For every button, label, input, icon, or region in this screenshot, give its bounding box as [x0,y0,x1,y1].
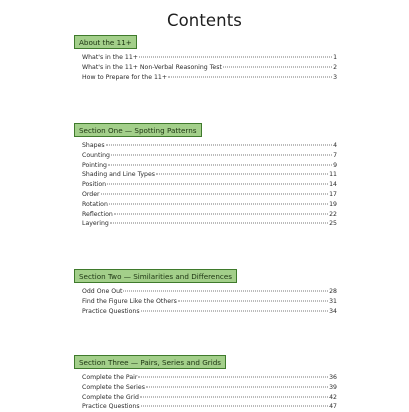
toc-entry[interactable] [82,307,337,317]
dot-leader [168,76,332,77]
toc-entry[interactable] [82,210,337,220]
dot-leader [223,66,332,67]
entry-title: How to Prepare for the 11+ [82,73,168,81]
dot-leader [111,154,332,155]
dot-leader [110,223,328,224]
entry-title: Pointing [82,161,107,169]
entry-page-number: 19 [329,200,337,208]
section-two [74,264,337,316]
entry-title: Practice Questions [82,403,140,411]
entry-title: Complete the Grid [82,393,139,401]
toc-entry[interactable] [82,190,337,200]
entry-title: Practice Questions [82,307,140,315]
entry-page-number: 3 [333,73,337,81]
section-one [74,118,337,229]
section-heading: Section One — Spotting Patterns [74,123,202,137]
entry-title: Position [82,181,107,189]
dot-leader [101,193,329,194]
entry-page-number: 22 [329,210,337,218]
entry-page-number: 28 [329,288,337,295]
entry-page-number: 14 [329,181,337,189]
entry-page-number: 17 [329,190,337,198]
entry-title: Complete the Series [82,383,145,391]
entry-page-number: 25 [329,220,337,228]
entry-page-number: 2 [333,63,337,71]
entry-page-number: 7 [333,151,337,159]
section-heading: Section Three — Pairs, Series and Grids [74,355,226,369]
entry-title: Rotation [82,200,108,208]
toc-entry[interactable] [82,73,337,83]
entry-page-number: 4 [333,142,337,149]
entry-list [82,287,337,316]
section-heading: Section Two — Similarities and Differences [74,269,237,283]
dot-leader [114,213,328,214]
toc-entry[interactable] [82,393,337,403]
entry-title: Order [82,190,100,198]
entry-page-number: 9 [333,161,337,169]
toc-entry[interactable] [82,170,337,180]
entry-page-number: 39 [329,383,337,391]
dot-leader [141,310,329,311]
toc-entry[interactable] [82,200,337,210]
dot-leader [139,57,332,58]
entry-list [82,141,337,229]
dot-leader [146,386,328,387]
entry-title: Reflection [82,210,113,218]
dot-leader [106,145,332,146]
dot-leader [138,377,328,378]
dot-leader [123,291,328,292]
toc-entry[interactable] [82,53,337,63]
entry-page-number: 47 [329,403,337,411]
entry-title: What's in the 11+ Non-Verbal Reasoning Test [82,63,222,71]
section-heading: About the 11+ [74,35,137,49]
page-title: Contents [166,11,243,31]
toc-entry[interactable] [82,63,337,73]
section-three [74,350,337,412]
toc-entry[interactable] [82,373,337,383]
entry-list [82,373,337,412]
dot-leader [141,406,329,407]
entry-page-number: 36 [329,374,337,381]
entry-title: Counting [82,151,110,159]
entry-title: Odd One Out [82,288,123,295]
dot-leader [108,164,332,165]
dot-leader [140,396,328,397]
entry-page-number: 1 [333,54,337,61]
entry-page-number: 31 [329,297,337,305]
entry-page-number: 34 [329,307,337,315]
toc-entry[interactable] [82,219,337,229]
dot-leader [156,174,328,175]
entry-title: Shapes [82,142,105,149]
toc-entry[interactable] [82,402,337,412]
entry-title: Find the Figure Like the Others [82,297,177,305]
entry-page-number: 11 [329,171,337,179]
entry-page-number: 42 [329,393,337,401]
toc-entry[interactable] [82,161,337,171]
dot-leader [178,300,328,301]
dot-leader [107,184,328,185]
toc-entry[interactable] [82,287,337,297]
toc-entry[interactable] [82,151,337,161]
toc-entry[interactable] [82,383,337,393]
section-about [74,30,337,82]
dot-leader [109,203,328,204]
toc-entry[interactable] [82,297,337,307]
entry-title: Shading and Line Types [82,171,156,179]
toc-entry[interactable] [82,180,337,190]
entry-title: What's in the 11+ [82,54,138,61]
toc-entry[interactable] [82,141,337,151]
entry-title: Layering [82,220,109,228]
entry-title: Complete the Pair [82,374,138,381]
entry-list [82,53,337,82]
